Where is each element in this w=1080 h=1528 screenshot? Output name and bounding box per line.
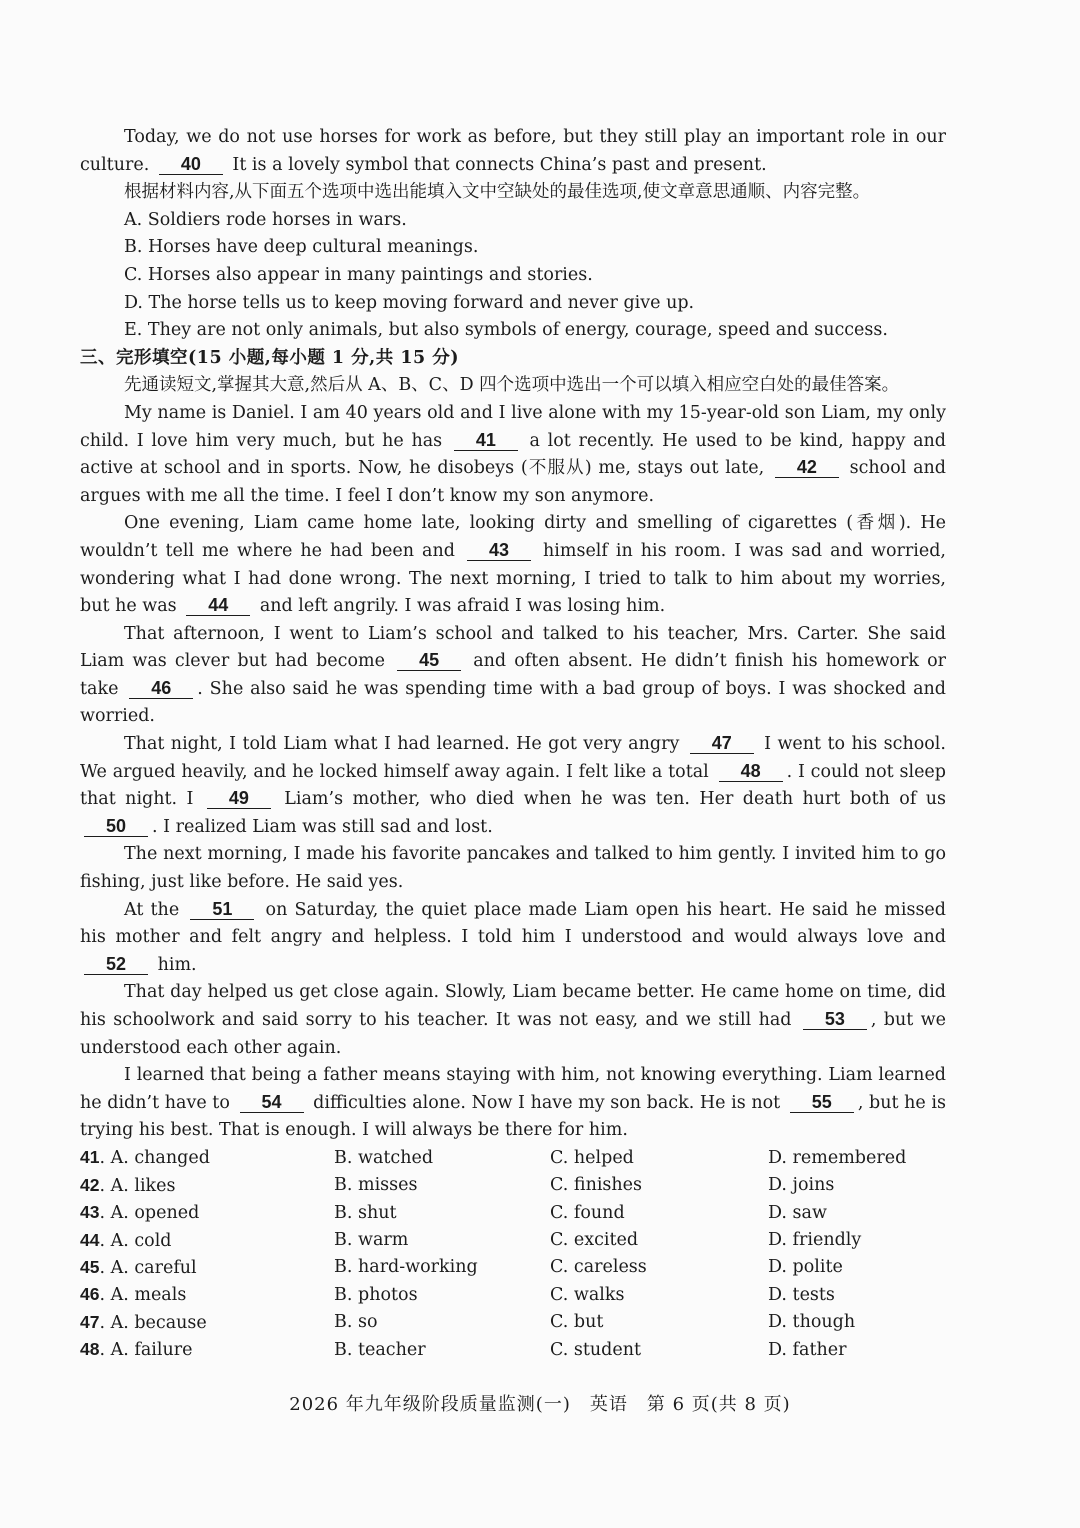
blank-51[interactable]: 51 — [190, 899, 254, 920]
cloze-text: , but he is trying his best. That is enough. I will always be there for him. — [80, 1092, 946, 1141]
section-title: 三、完形填空(15 小题,每小题 1 分,共 15 分) — [80, 347, 460, 368]
choice-d[interactable]: D. joins — [768, 1175, 835, 1196]
blank-40[interactable]: 40 — [159, 154, 223, 175]
choice-b[interactable]: B. warm — [334, 1230, 409, 1251]
page-footer: 2026 年九年级阶段质量监测(一) 英语 第 6 页(共 8 页) — [289, 1394, 791, 1415]
choice-c[interactable]: C. careless — [550, 1257, 647, 1278]
choice-text: . A. likes — [99, 1175, 176, 1196]
cloze-text: I learned that being a father means staying with him, not knowing everything. Liam learned he didn’t have to — [80, 1065, 946, 1113]
choice-a[interactable] — [80, 1199, 334, 1228]
choice-c[interactable]: C. found — [550, 1202, 625, 1223]
blank-44[interactable]: 44 — [186, 595, 250, 616]
cloze-paragraph-6 — [80, 897, 946, 980]
option-e: E. They are not only animals, but also symbols of energy, courage, speed and success. — [124, 320, 888, 341]
page-content — [80, 124, 946, 1364]
choice-d[interactable]: D. tests — [768, 1284, 835, 1305]
cloze-text: One evening, Liam came home late, looking dirty and smelling of cigarettes (香烟). He wouldn’t tell me where he had been and — [80, 513, 946, 561]
blank-45[interactable]: 45 — [397, 650, 461, 671]
choice-d[interactable]: D. friendly — [768, 1230, 862, 1251]
choice-b[interactable]: B. hard-working — [334, 1257, 478, 1278]
choice-b[interactable]: B. misses — [334, 1175, 418, 1196]
question-number: 42 — [80, 1174, 100, 1195]
choice-a[interactable] — [80, 1144, 334, 1173]
cloze-text: a lot recently. He used to be kind, happy and active at school and in sports. Now, he disobeys (不服从) me, stays out late, — [80, 430, 946, 479]
cloze-text: That day helped us get close again. Slowly, Liam became better. He came home on time, did his schoolwork and said sorry to his teacher. It was not easy, and we still had — [80, 982, 946, 1030]
choice-a[interactable] — [80, 1309, 334, 1338]
cloze-paragraph-8 — [80, 1062, 946, 1145]
choice-row-45 — [80, 1255, 946, 1282]
choice-d[interactable]: D. saw — [768, 1202, 827, 1223]
choice-b[interactable]: B. photos — [334, 1284, 418, 1305]
choice-text: . A. cold — [99, 1230, 172, 1251]
instruction-reading: 根据材料内容,从下面五个选项中选出能填入文中空缺处的最佳选项,使文章意思通顺、内容完整。 — [124, 182, 871, 203]
cloze-text: school and argues with me all the time. I feel I don’t know my son anymore. — [80, 458, 946, 506]
choice-a[interactable] — [80, 1281, 334, 1310]
cloze-text: and left angrily. I was afraid I was losing him. — [259, 596, 666, 617]
choice-b[interactable]: B. shut — [334, 1202, 397, 1223]
question-number: 46 — [80, 1284, 100, 1305]
choice-c[interactable]: C. walks — [550, 1284, 625, 1305]
choice-text: . A. changed — [99, 1148, 210, 1169]
choice-text: . A. failure — [99, 1340, 193, 1361]
choice-b[interactable]: B. watched — [334, 1147, 434, 1168]
cloze-paragraph-2 — [80, 510, 946, 620]
answer-choices — [80, 1145, 946, 1364]
blank-41[interactable]: 41 — [454, 430, 518, 451]
choice-text: . A. careful — [99, 1257, 197, 1278]
cloze-paragraph-7 — [80, 979, 946, 1062]
cloze-text: on Saturday, the quiet place made Liam open his heart. He said he missed his mother and felt angry and helpless. I told him I understood and would always love and — [80, 899, 946, 948]
question-number: 48 — [80, 1339, 100, 1360]
cloze-paragraph-5: The next morning, I made his favorite pancakes and talked to him gently. I invited him to go fishing, just like before. He said yes. — [80, 844, 946, 893]
cloze-text: . I realized Liam was still sad and lost. — [152, 816, 493, 837]
blank-46[interactable]: 46 — [129, 678, 193, 699]
cloze-text: . She also said he was spending time with a bad group of boys. I was shocked and worried. — [80, 678, 946, 727]
cloze-text: At the — [124, 899, 180, 920]
cloze-text: My name is Daniel. I am 40 years old and I live alone with my 15-year-old son Liam, my only child. I love him very much, but he has — [80, 402, 946, 451]
blank-55[interactable]: 55 — [790, 1092, 854, 1113]
choice-d[interactable]: D. polite — [768, 1257, 843, 1278]
cloze-paragraph-1 — [80, 400, 946, 510]
choice-a[interactable] — [80, 1336, 334, 1365]
choice-c[interactable]: C. excited — [550, 1230, 639, 1251]
passage-text: Today, we do not use horses for work as before, but they still play an important role in our culture. — [80, 127, 946, 175]
cloze-text: That night, I told Liam what I had learned. He got very angry — [124, 734, 680, 755]
cloze-text: . I could not sleep that night. I — [80, 761, 946, 810]
choice-a[interactable] — [80, 1254, 334, 1283]
choice-b[interactable]: B. teacher — [334, 1339, 426, 1360]
choice-b[interactable]: B. so — [334, 1312, 378, 1333]
choice-c[interactable]: C. helped — [550, 1147, 634, 1168]
choice-row-47 — [80, 1309, 946, 1336]
cloze-paragraph-4 — [80, 731, 946, 841]
blank-47[interactable]: 47 — [690, 733, 754, 754]
question-number: 45 — [80, 1256, 100, 1277]
cloze-text: , but we understood each other again. — [80, 1010, 946, 1058]
cloze-text: difficulties alone. Now I have my son back. He is not — [313, 1092, 781, 1113]
choice-row-42 — [80, 1172, 946, 1199]
blank-54[interactable]: 54 — [240, 1092, 304, 1113]
choice-row-41 — [80, 1145, 946, 1172]
question-number: 47 — [80, 1311, 100, 1332]
option-c: C. Horses also appear in many paintings and stories. — [124, 264, 593, 285]
cloze-text: I went to his school. We argued heavily, and he locked himself away again. I felt like a total — [80, 734, 946, 782]
choice-row-43 — [80, 1200, 946, 1227]
choice-row-48 — [80, 1337, 946, 1364]
cloze-text: That afternoon, I went to Liam’s school and talked to his teacher, Mrs. Carter. She said Liam was clever but had become — [80, 623, 946, 672]
blank-49[interactable]: 49 — [207, 788, 271, 809]
choice-a[interactable] — [80, 1227, 334, 1256]
choice-c[interactable]: C. student — [550, 1339, 642, 1360]
choice-d[interactable]: D. though — [768, 1312, 856, 1333]
option-a: A. Soldiers rode horses in wars. — [124, 209, 407, 230]
choice-row-44 — [80, 1227, 946, 1254]
cloze-text: him. — [157, 954, 197, 975]
cloze-text: himself in his room. I was sad and worried, wondering what I had done wrong. The next morning, I tried to talk to him about my worries, but he was — [80, 540, 946, 617]
blank-52[interactable]: 52 — [84, 954, 148, 975]
passage-text: It is a lovely symbol that connects China’s past and present. — [232, 154, 767, 175]
choice-text: . A. opened — [99, 1203, 200, 1224]
option-b: B. Horses have deep cultural meanings. — [124, 237, 479, 258]
option-d: D. The horse tells us to keep moving forward and never give up. — [124, 292, 695, 313]
blank-42[interactable]: 42 — [775, 457, 839, 478]
blank-48[interactable]: 48 — [719, 761, 783, 782]
section-instruction: 先通读短文,掌握其大意,然后从 A、B、C、D 四个选项中选出一个可以填入相应空白处的最佳答案。 — [124, 375, 900, 396]
choice-d[interactable]: D. father — [768, 1339, 847, 1360]
choice-c[interactable]: C. but — [550, 1312, 604, 1333]
choice-d[interactable]: D. remembered — [768, 1147, 907, 1168]
passage-ending — [80, 124, 946, 179]
blank-50[interactable]: 50 — [84, 816, 148, 837]
choice-text: . A. because — [99, 1312, 207, 1333]
cloze-paragraph-3 — [80, 621, 946, 731]
cloze-text: Liam’s mother, who died when he was ten. Her death hurt both of us — [284, 789, 946, 810]
blank-53[interactable]: 53 — [803, 1009, 867, 1030]
question-number: 43 — [80, 1202, 100, 1223]
choice-a[interactable] — [80, 1172, 334, 1201]
choice-row-46 — [80, 1282, 946, 1309]
blank-43[interactable]: 43 — [467, 540, 531, 561]
choice-c[interactable]: C. finishes — [550, 1175, 643, 1196]
question-number: 44 — [80, 1229, 100, 1250]
cloze-text: and often absent. He didn’t finish his homework or take — [80, 651, 946, 699]
choice-text: . A. meals — [99, 1285, 187, 1306]
question-number: 41 — [80, 1147, 100, 1168]
